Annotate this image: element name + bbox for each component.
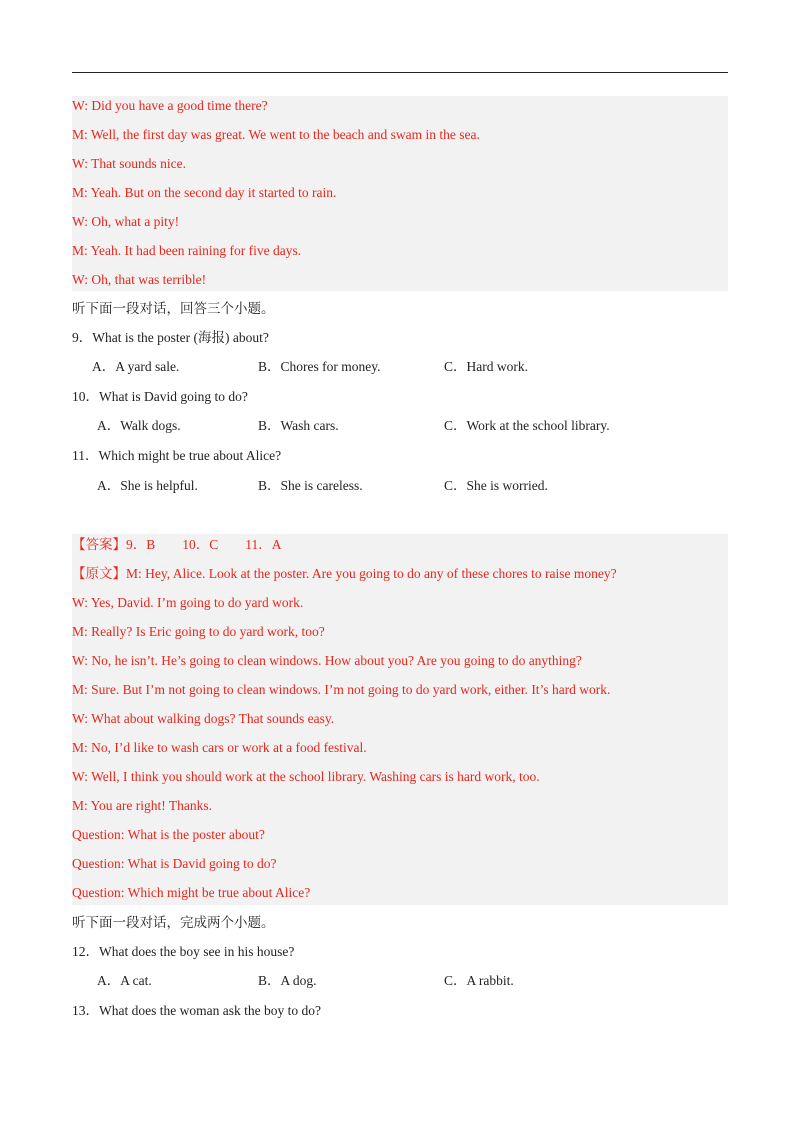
transcript-line: W: Oh, that was terrible! [72, 272, 207, 287]
question-stem: 12．What does the boy see in his house? [72, 944, 295, 959]
answer-line: 【答案】9．B 10．C 11．A [72, 537, 282, 552]
transcript-line: Question: What is the poster about? [72, 827, 265, 842]
option-c: C．She is worried. [444, 478, 548, 493]
transcript-line: W: Oh, what a pity! [72, 214, 180, 229]
transcript-line: W: That sounds nice. [72, 156, 186, 171]
question-stem: 10．What is David going to do? [72, 389, 248, 404]
transcript-line: M: Sure. But I’m not going to clean windows. I’m not going to do yard work, either. It’s hard work. [72, 682, 611, 697]
transcript-line: M: Really? Is Eric going to do yard work, too? [72, 624, 325, 639]
question-stem: 11．Which might be true about Alice? [72, 448, 282, 463]
option-b: B．She is careless. [258, 478, 363, 493]
option-b: B．Wash cars. [258, 418, 339, 433]
option-a: A．She is helpful. [97, 478, 198, 493]
transcript-line: 【原文】M: Hey, Alice. Look at the poster. Are you going to do any of these chores to raise money? [72, 566, 617, 581]
transcript-line: M: Yeah. But on the second day it started to rain. [72, 185, 337, 200]
question-stem: 13．What does the woman ask the boy to do? [72, 1003, 321, 1018]
header-rule [72, 72, 728, 73]
transcript-line: W: Did you have a good time there? [72, 98, 268, 113]
transcript-line: Question: What is David going to do? [72, 856, 277, 871]
option-c: C．A rabbit. [444, 973, 514, 988]
transcript-line: W: Yes, David. I’m going to do yard work. [72, 595, 304, 610]
question-stem: 9．What is the poster (海报) about? [72, 330, 269, 345]
transcript-line: W: No, he isn’t. He’s going to clean windows. How about you? Are you going to do anything? [72, 653, 582, 668]
section-instruction: 听下面一段对话，完成两个小题。 [72, 915, 275, 930]
option-a: A．A cat. [97, 973, 152, 988]
transcript-line: M: No, I’d like to wash cars or work at a food festival. [72, 740, 367, 755]
option-b: B．Chores for money. [258, 359, 381, 374]
transcript-line: W: What about walking dogs? That sounds easy. [72, 711, 335, 726]
transcript-line: M: Yeah. It had been raining for five days. [72, 243, 302, 258]
transcript-line: M: You are right! Thanks. [72, 798, 212, 813]
section-instruction: 听下面一段对话，回答三个小题。 [72, 301, 275, 316]
option-a: A．A yard sale. [92, 359, 180, 374]
option-c: C．Work at the school library. [444, 418, 610, 433]
option-a: A．Walk dogs. [97, 418, 181, 433]
option-c: C．Hard work. [444, 359, 528, 374]
transcript-line: M: Well, the first day was great. We went to the beach and swam in the sea. [72, 127, 480, 142]
option-b: B．A dog. [258, 973, 317, 988]
transcript-line: Question: Which might be true about Alice? [72, 885, 311, 900]
transcript-line: W: Well, I think you should work at the school library. Washing cars is hard work, too. [72, 769, 540, 784]
